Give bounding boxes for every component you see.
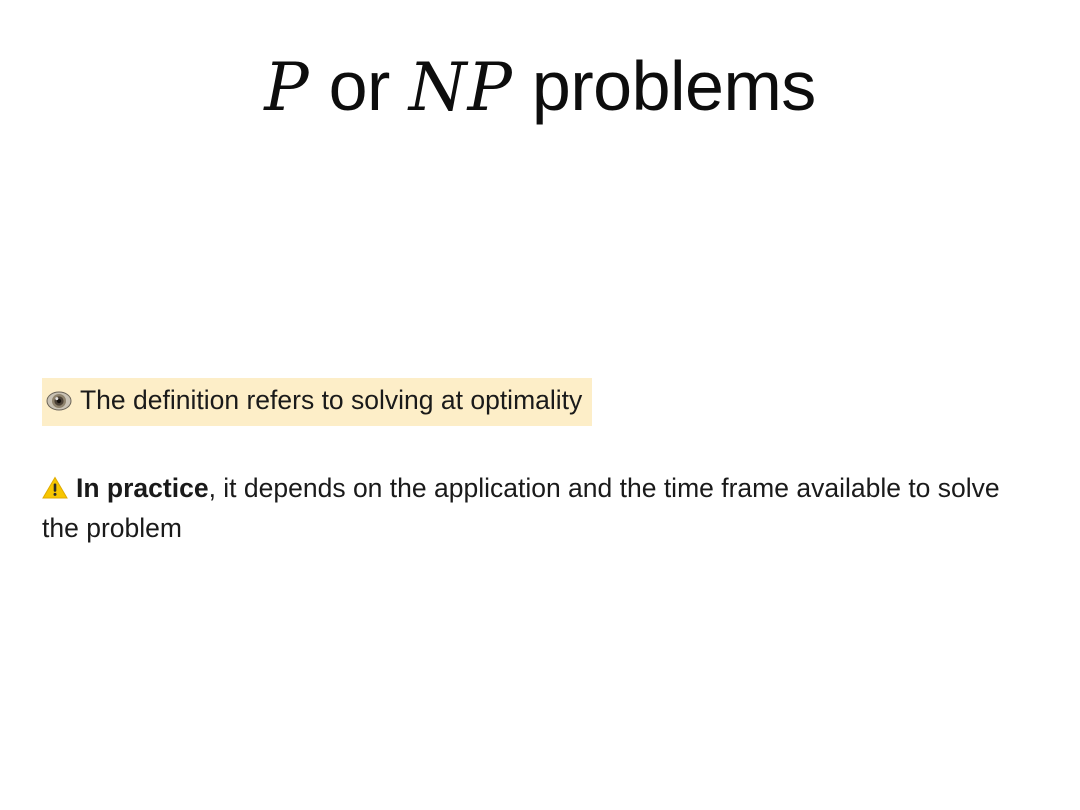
slide-body [42, 378, 1042, 548]
title-conjunction [310, 47, 329, 125]
bullet-text-optimality: The definition refers to solving at optimality [80, 385, 583, 415]
highlight-band [42, 378, 592, 426]
page-title [0, 46, 1080, 127]
bullet-practice-text: , it depends on the application and the time frame available to solve the problem [42, 472, 1000, 544]
warning-icon [42, 473, 68, 511]
title-calligraphic-np: NP [408, 49, 513, 126]
title-calligraphic-p: P [264, 49, 310, 126]
eye-icon [46, 384, 76, 418]
title-or: or [328, 47, 390, 125]
title-tail: problems [531, 47, 816, 125]
bullet-item-practice [42, 470, 1042, 548]
bullet-item-optimality [42, 378, 1042, 426]
bullet-practice-lead: In practice [76, 472, 209, 503]
bullet-practice-row [42, 470, 1042, 548]
